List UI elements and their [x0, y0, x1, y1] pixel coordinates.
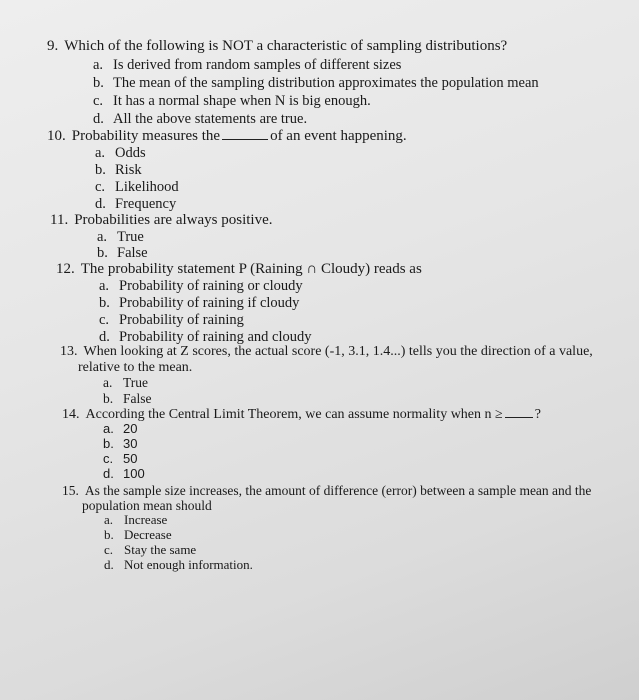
option-15c: c. Stay the same	[104, 542, 197, 557]
option-13a: a. True	[103, 375, 149, 390]
question-number: 12.	[56, 261, 75, 277]
option-14a: a. 20	[103, 421, 138, 436]
option-9d: d. All the above statements are true.	[93, 111, 308, 127]
option-15a: a. Increase	[104, 512, 168, 527]
option-12a: a. Probability of raining or cloudy	[99, 278, 303, 294]
question-number: 15.	[62, 483, 79, 498]
question-text: As the sample size increases, the amount of difference (error) between a sample mean and the	[84, 483, 592, 498]
option-11b: b. False	[97, 245, 148, 261]
option-15d: d. Not enough information.	[104, 557, 253, 572]
option-14b: b. 30	[103, 436, 138, 451]
question-12	[56, 261, 422, 278]
question-text: Which of the following is NOT a characteristic of sampling distributions?	[64, 38, 508, 54]
option-10c: c. Likelihood	[95, 179, 179, 195]
option-14c: c. 50	[103, 451, 138, 466]
option-12b: b. Probability of raining if cloudy	[99, 295, 300, 311]
question-number: 9.	[47, 38, 59, 54]
question-text: Probabilities are always positive.	[74, 212, 273, 228]
option-12d: d. Probability of raining and cloudy	[99, 329, 312, 345]
option-10d: d. Frequency	[95, 196, 177, 212]
question-15-line2: population mean should	[82, 498, 212, 513]
answer-blank	[505, 405, 533, 418]
question-10: 10. Probability measures the of an event happening.	[47, 128, 407, 144]
option-9c: c. It has a normal shape when N is big enough.	[93, 93, 371, 109]
question-number: 14.	[62, 407, 80, 422]
option-10b: b. Risk	[95, 162, 142, 178]
question-11	[50, 212, 273, 229]
question-14: 14. According the Central Limit Theorem, we can assume normality when n ≥ ?	[62, 407, 541, 422]
option-14d: d. 100	[103, 466, 145, 481]
question-13-line2: relative to the mean.	[78, 360, 193, 375]
question-15	[62, 483, 591, 499]
option-10a: a. Odds	[95, 145, 146, 161]
option-12c: c. Probability of raining	[99, 312, 244, 328]
question-number: 10.	[47, 128, 66, 144]
question-text: When looking at Z scores, the actual score (-1, 3.1, 1.4...) tells you the direction of a value,	[83, 344, 593, 359]
option-9b: b. The mean of the sampling distribution approximates the population mean	[93, 75, 539, 91]
answer-blank	[222, 127, 268, 140]
option-13b: b. False	[103, 391, 152, 406]
question-9	[47, 38, 507, 55]
question-number: 11.	[50, 212, 69, 228]
question-text: The probability statement P (Raining ∩ Cloudy) reads as	[80, 261, 422, 277]
option-11a: a. True	[97, 229, 144, 245]
option-9a: a. Is derived from random samples of different sizes	[93, 57, 402, 73]
question-number: 13.	[60, 344, 78, 359]
option-15b: b. Decrease	[104, 527, 172, 542]
question-13	[60, 344, 593, 360]
